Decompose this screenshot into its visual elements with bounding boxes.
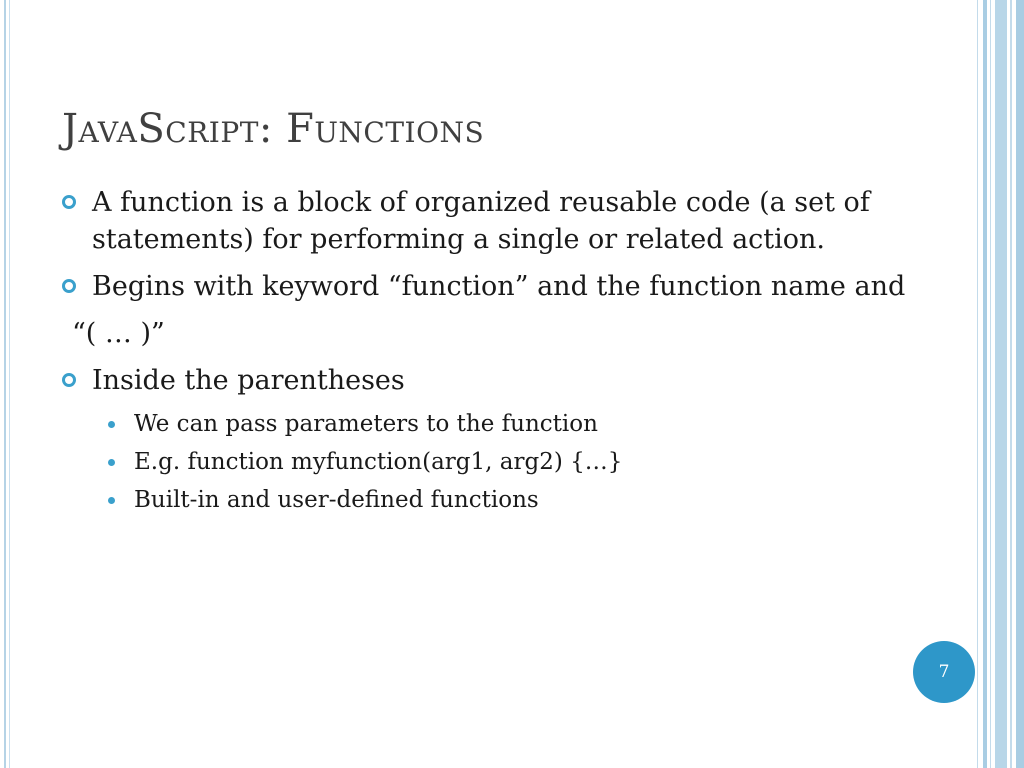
- bullet-text: A function is a block of organized reusable code (a set of statements) for performing a single or related action.: [92, 187, 870, 255]
- left-border-line: [4, 0, 6, 768]
- slide-title: JavaScript: Functions: [62, 106, 485, 152]
- ring-bullet-icon: [62, 373, 76, 387]
- dot-bullet-icon: [108, 459, 115, 466]
- sub-bullet-item: [62, 485, 912, 516]
- dot-bullet-icon: [108, 421, 115, 428]
- bullet-item: [62, 184, 912, 258]
- decorative-stripe: [977, 0, 978, 768]
- bullet-text: “( … )”: [72, 318, 165, 349]
- sub-bullet-text: Built-in and user-defined functions: [134, 487, 539, 513]
- bullet-text: Inside the parentheses: [92, 365, 405, 396]
- ring-bullet-icon: [62, 279, 76, 293]
- decorative-stripe: [995, 0, 1007, 768]
- left-border-line-thin: [9, 0, 10, 768]
- bullet-list: [62, 184, 912, 523]
- decorative-stripe: [983, 0, 987, 768]
- sub-bullet-item: [62, 447, 912, 478]
- sub-bullet-text: E.g. function myfunction(arg1, arg2) {…}: [134, 449, 623, 475]
- bullet-item: [62, 362, 912, 399]
- decorative-stripe: [1016, 0, 1024, 768]
- decorative-stripe: [990, 0, 991, 768]
- bullet-text: Begins with keyword “function” and the function name and: [92, 271, 906, 302]
- dot-bullet-icon: [108, 497, 115, 504]
- sub-bullet-text: We can pass parameters to the function: [134, 411, 598, 437]
- page-number: 7: [938, 662, 950, 682]
- plain-text-line: [62, 315, 912, 352]
- page-number-badge: [913, 641, 975, 703]
- decorative-stripe: [1010, 0, 1012, 768]
- ring-bullet-icon: [62, 195, 76, 209]
- bullet-item: [62, 268, 912, 305]
- sub-bullet-item: [62, 409, 912, 440]
